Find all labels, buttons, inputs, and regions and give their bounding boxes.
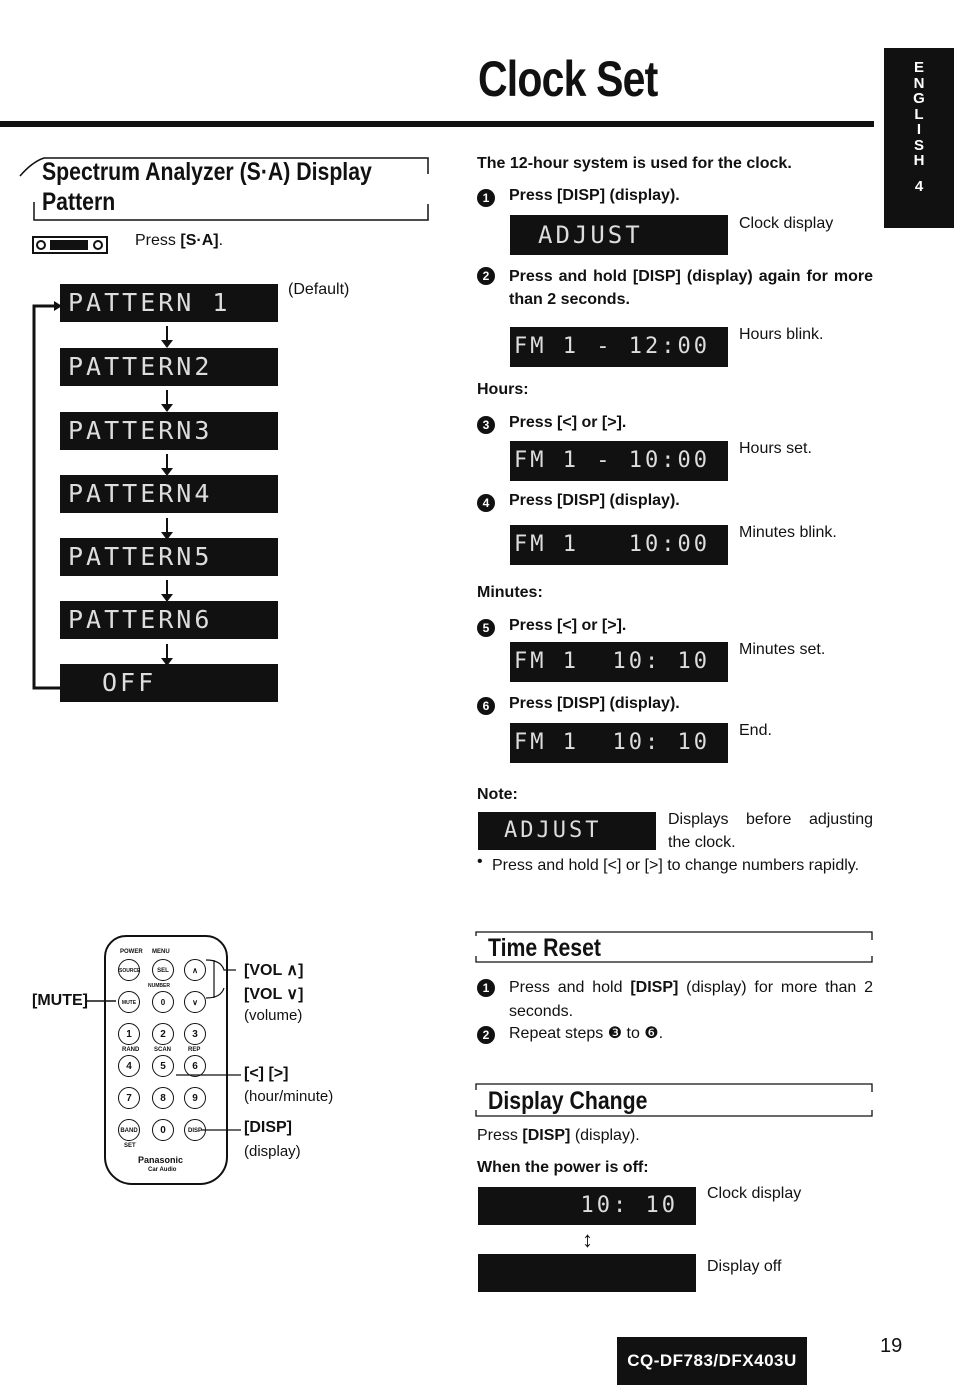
down-arrow: [166, 644, 168, 662]
remote-callout-lines: [86, 950, 246, 1140]
reset-step-2-text: Repeat steps ❸ to ❻.: [509, 1025, 664, 1042]
note-lcd: ADJUST: [478, 812, 656, 850]
tab-letter: N: [913, 74, 925, 92]
reset-step-1-icon: 1: [477, 979, 495, 997]
down-arrow: [166, 580, 168, 598]
clock-intro: The 12-hour system is used for the clock.: [477, 155, 792, 172]
lcd-band: FM 1: [514, 532, 579, 557]
loop-arrow: [28, 300, 64, 692]
hour-minute-label: (hour/minute): [244, 1088, 334, 1105]
power-label: POWER: [120, 949, 143, 955]
title-rule: [0, 121, 874, 127]
rand-label: RAND: [122, 1047, 140, 1053]
press-end: (display).: [574, 1127, 640, 1144]
tab-letter: S: [913, 136, 924, 154]
disp-label: [DISP]: [244, 1119, 292, 1136]
reset-step-2-icon: 2: [477, 1026, 495, 1044]
sa-button-icon: [32, 236, 108, 254]
step-3-text: Press [<] or [>].: [509, 414, 627, 431]
lcd-time: - 10:00: [596, 448, 710, 473]
step-1-icon: 1: [477, 189, 495, 207]
spectrum-heading-line2: Pattern: [42, 188, 116, 216]
note-text: Displays before adjusting the clock.: [668, 811, 873, 851]
eight-button[interactable]: 8: [152, 1087, 174, 1109]
vol-up-button[interactable]: ∧: [184, 959, 206, 981]
lcd-pattern-3: PATTERN3: [60, 412, 278, 450]
press-text: Press: [135, 232, 176, 249]
tab-letter: L: [914, 105, 924, 123]
lcd-pattern-off: OFF: [60, 664, 278, 702]
brand-sub: Car Audio: [148, 1167, 177, 1173]
vol-down-label: [VOL ∨]: [244, 986, 304, 1003]
lcd-time: 10: 10: [612, 649, 710, 674]
reset-text-b: [DISP]: [630, 979, 679, 996]
hours-set-label: Hours set.: [739, 440, 812, 457]
end-label: End.: [739, 722, 772, 739]
minutes-label: Minutes:: [477, 584, 543, 601]
lcd-time: - 12:00: [596, 334, 710, 359]
three-button[interactable]: 3: [184, 1023, 206, 1045]
step-1-text: Press [DISP] (display).: [509, 187, 680, 204]
lcd-hours-set: [510, 441, 728, 481]
display-off-label: Display off: [707, 1258, 782, 1275]
tab-letter: G: [913, 90, 925, 107]
step-6-icon: 6: [477, 697, 495, 715]
down-arrow: [166, 326, 168, 344]
lcd-band: FM 1: [514, 448, 579, 473]
five-button[interactable]: 5: [152, 1055, 174, 1077]
lcd-pattern-1: PATTERN 1: [60, 284, 278, 322]
vol-down-button[interactable]: ∨: [184, 991, 206, 1013]
display-change-press: [477, 1127, 640, 1145]
number-label: NUMBER: [148, 983, 170, 989]
four-button[interactable]: 4: [118, 1055, 140, 1077]
display-change-heading: Display Change: [488, 1087, 648, 1115]
reset-text-a: Press and hold: [509, 979, 623, 996]
power-off-label: When the power is off:: [477, 1159, 649, 1176]
tab-letter: E: [913, 59, 924, 76]
hours-label: Hours:: [477, 381, 529, 398]
press-key: [S·A]: [180, 232, 219, 249]
lcd-blank: [478, 1254, 696, 1292]
lcd-pattern-5: PATTERN5: [60, 538, 278, 576]
step-6-text: Press [DISP] (display).: [509, 695, 680, 712]
band-button[interactable]: BAND: [118, 1119, 140, 1141]
lcd-band: FM 1: [514, 649, 579, 674]
power-off-clock-label: Clock display: [707, 1185, 802, 1202]
spectrum-heading-line1: Spectrum Analyzer (S·A) Display: [42, 158, 372, 186]
press-text: Press: [477, 1127, 518, 1144]
step-5-text: Press [<] or [>].: [509, 617, 627, 634]
down-arrow: [166, 454, 168, 472]
step-4-text: Press [DISP] (display).: [509, 492, 680, 509]
menu-label: MENU: [152, 949, 170, 955]
tab-letter: H: [913, 152, 925, 169]
vol-up-label: [VOL ∧]: [244, 962, 304, 979]
reset-step-1-text: [509, 976, 873, 1024]
tab-letter: I: [916, 121, 922, 138]
lcd-band: FM 1: [514, 730, 579, 755]
note-bullet-dot: •: [477, 853, 483, 870]
mute-label: [MUTE]: [32, 992, 88, 1009]
hours-blink-label: Hours blink.: [739, 326, 824, 343]
brand-logo: Panasonic: [138, 1155, 184, 1165]
lcd-adjust: ADJUST: [510, 215, 728, 255]
lcd-minutes-set: [510, 642, 728, 682]
lcd-pattern-6: PATTERN6: [60, 601, 278, 639]
step-3-icon: 3: [477, 416, 495, 434]
press-key: [DISP]: [522, 1127, 571, 1144]
reset-text-c: (display) for more than 2 seconds.: [509, 979, 874, 1020]
step-5-icon: 5: [477, 619, 495, 637]
lcd-pattern-4: PATTERN4: [60, 475, 278, 513]
seven-button[interactable]: 7: [118, 1087, 140, 1109]
press-end: .: [218, 232, 224, 249]
zero-button[interactable]: 0: [152, 1119, 174, 1141]
page-title: Clock Set: [478, 51, 658, 107]
default-label: (Default): [288, 281, 350, 298]
step-4-icon: 4: [477, 494, 495, 512]
nine-button[interactable]: 9: [184, 1087, 206, 1109]
page-number: 19: [880, 1335, 903, 1357]
mute-button[interactable]: MUTE: [118, 991, 140, 1013]
display-label: (display): [244, 1143, 301, 1160]
zero-top-button[interactable]: 0: [152, 991, 174, 1013]
lcd-clock-off: 10: 10: [478, 1187, 696, 1225]
minutes-blink-label: Minutes blink.: [739, 524, 837, 541]
lr-label: [<] [>]: [244, 1065, 289, 1082]
six-button[interactable]: 6: [184, 1055, 206, 1077]
one-button[interactable]: 1: [118, 1023, 140, 1045]
set-label: SET: [124, 1143, 136, 1149]
lcd-band: FM 1: [514, 334, 579, 359]
clock-display-label: Clock display: [739, 215, 834, 232]
down-arrow: [166, 518, 168, 536]
source-button[interactable]: SOURCE: [118, 959, 140, 981]
lcd-time: 10:00: [628, 532, 710, 557]
model-footer: CQ-DF783/DFX403U: [617, 1337, 807, 1385]
two-button[interactable]: 2: [152, 1023, 174, 1045]
lcd-hours-blink: [510, 327, 728, 367]
scan-label: SCAN: [154, 1047, 172, 1053]
minutes-set-label: Minutes set.: [739, 641, 826, 658]
step-2-text: Press and hold [DISP] (display) again for more than 2 seconds.: [509, 268, 873, 308]
lcd-time: 10: 10: [612, 730, 710, 755]
rep-label: REP: [188, 1047, 201, 1053]
note-label: Note:: [477, 786, 518, 803]
sa-press-instruction: [135, 232, 223, 250]
time-reset-heading: Time Reset: [488, 934, 601, 962]
lcd-pattern-2: PATTERN2: [60, 348, 278, 386]
language-tab: [884, 48, 954, 228]
lcd-end: [510, 723, 728, 763]
sel-button[interactable]: SEL: [152, 959, 174, 981]
volume-label: (volume): [244, 1007, 303, 1024]
note-bullet-text: Press and hold [<] or [>] to change numbers rapidly.: [492, 857, 860, 874]
step-2-icon: 2: [477, 267, 495, 285]
disp-button[interactable]: DISP: [184, 1119, 206, 1141]
up-down-arrow-icon: ↕: [582, 1227, 593, 1252]
tab-number: 4: [914, 177, 924, 195]
down-arrow: [166, 390, 168, 408]
lcd-minutes-blink: [510, 525, 728, 565]
